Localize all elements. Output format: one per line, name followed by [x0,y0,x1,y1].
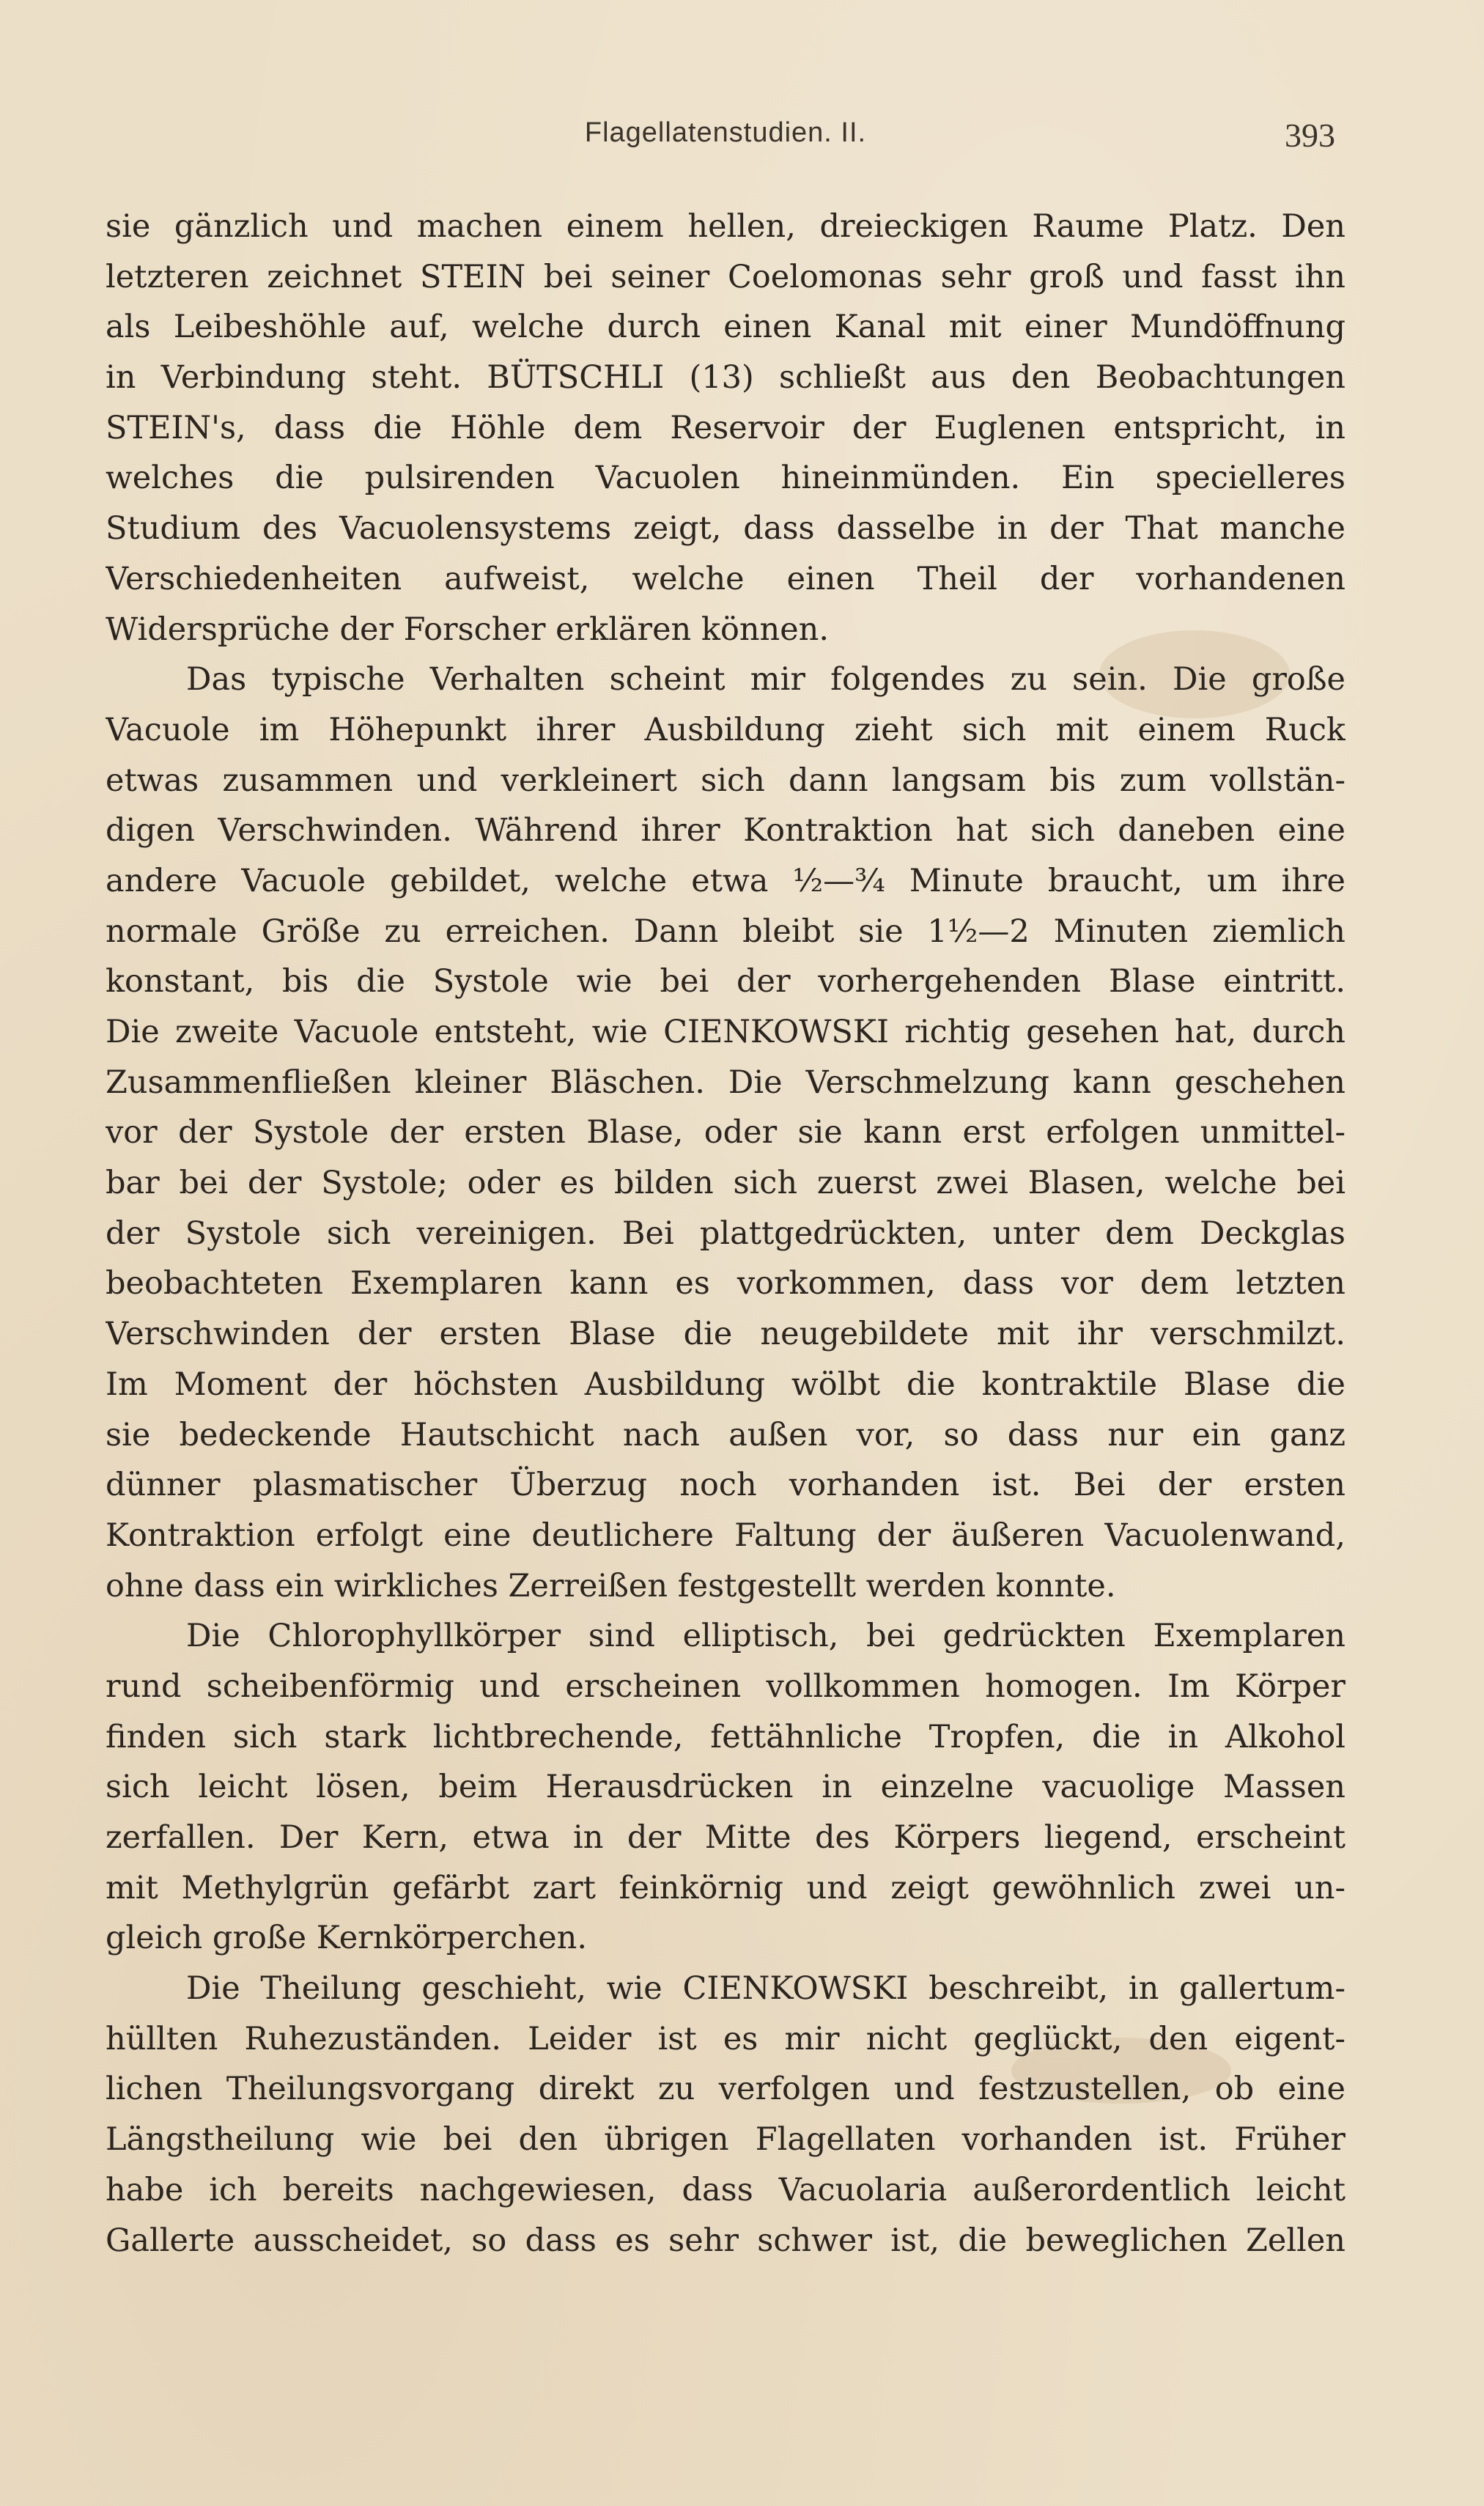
text-line: dünner plasmatischer Überzug noch vorhanden ist. Bei der ersten [106,1467,1345,1504]
text-line: normale Größe zu erreichen. Dann bleibt sie 1½—2 Minuten ziemlich [106,913,1345,950]
text-line: andere Vacuole gebildet, welche etwa ½—¾ Minute braucht, um ihre [106,862,1345,899]
text-line: welches die pulsirenden Vacuolen hineinmünden. Ein specielleres [106,460,1345,497]
text-line: Verschwinden der ersten Blase die neugebildete mit ihr verschmilzt. [106,1316,1345,1353]
text-line: sie gänzlich und machen einem hellen, dreieckigen Raume Platz. Den [106,208,1345,245]
text-line: gleich große Kernkörperchen. [106,1920,588,1957]
text-line: der Systole sich vereinigen. Bei plattgedrückten, unter dem Deckglas [106,1215,1345,1252]
text-line: hüllten Ruhezuständen. Leider ist es mir nicht geglückt, den eigent- [106,2020,1345,2057]
text-line: Studium des Vacuolensystems zeigt, dass dasselbe in der That manche [106,510,1345,548]
page-number: 393 [1285,117,1335,154]
text-line: finden sich stark lichtbrechende, fettähnliche Tropfen, die in Alkohol [106,1718,1345,1755]
text-line: etwas zusammen und verkleinert sich dann langsam bis zum vollstän- [106,762,1345,799]
text-line: vor der Systole der ersten Blase, oder sie kann erst erfolgen unmittel- [106,1114,1345,1151]
text-line: ohne dass ein wirkliches Zerreißen festgestellt werden konnte. [106,1567,1116,1604]
text-line: sich leicht lösen, beim Herausdrücken in einzelne vacuolige Massen [106,1769,1345,1806]
text-line: lichen Theilungsvorgang direkt zu verfolgen und festzustellen, ob eine [106,2071,1345,2108]
text-line: STEIN's, dass die Höhle dem Reservoir der Euglenen entspricht, in [106,409,1345,446]
text-line: rund scheibenförmig und erscheinen vollkommen homogen. Im Körper [106,1667,1345,1705]
text-line: Gallerte ausscheidet, so dass es sehr schwer ist, die beweglichen Zellen [106,2222,1345,2259]
text-line: Die Chlorophyllkörper sind elliptisch, bei gedrückten Exemplaren [186,1618,1345,1655]
text-line: Kontraktion erfolgt eine deutlichere Faltung der äußeren Vacuolenwand, [106,1517,1345,1554]
text-line: Im Moment der höchsten Ausbildung wölbt die kontraktile Blase die [106,1366,1345,1403]
text-line: Das typische Verhalten scheint mir folgendes zu sein. Die große [186,661,1345,699]
text-line: konstant, bis die Systole wie bei der vorhergehenden Blase eintritt. [106,963,1345,1000]
text-line: Die Theilung geschieht, wie CIENKOWSKI beschreibt, in gallertum- [186,1970,1345,2008]
text-line: bar bei der Systole; oder es bilden sich zuerst zwei Blasen, welche bei [106,1165,1345,1202]
text-line: Die zweite Vacuole entsteht, wie CIENKOWSKI richtig gesehen hat, durch [106,1014,1345,1050]
text-line: beobachteten Exemplaren kann es vorkommen, dass vor dem letzten [106,1265,1345,1302]
running-head [106,117,1345,161]
text-line: Zusammenfließen kleiner Bläschen. Die Verschmelzung kann geschehen [106,1064,1345,1101]
text-line: Vacuole im Höhepunkt ihrer Ausbildung zieht sich mit einem Ruck [106,711,1345,748]
running-title: Flagellatenstudien. II. [584,117,867,148]
text-line: habe ich bereits nachgewiesen, dass Vacuolaria außerordentlich leicht [106,2171,1345,2208]
text-line: Widersprüche der Forscher erklären können. [106,611,830,648]
text-line: als Leibeshöhle auf, welche durch einen Kanal mit einer Mundöffnung [106,309,1345,346]
text-line: zerfallen. Der Kern, etwa in der Mitte des Körpers liegend, erscheint [106,1819,1345,1856]
text-body [106,202,1345,2266]
text-line: letzteren zeichnet STEIN bei seiner Coelomonas sehr groß und fasst ihn [106,258,1345,295]
text-line: mit Methylgrün gefärbt zart feinkörnig und zeigt gewöhnlich zwei un- [106,1869,1345,1906]
text-line: Längstheilung wie bei den übrigen Flagellaten vorhanden ist. Früher [106,2121,1345,2159]
text-line: in Verbindung steht. BÜTSCHLI (13) schließt aus den Beobachtungen [106,359,1345,397]
text-line: Verschiedenheiten aufweist, welche einen Theil der vorhandenen [106,560,1345,597]
text-line: sie bedeckende Hautschicht nach außen vor, so dass nur ein ganz [106,1416,1345,1453]
text-line: digen Verschwinden. Während ihrer Kontraktion hat sich daneben eine [106,812,1345,850]
